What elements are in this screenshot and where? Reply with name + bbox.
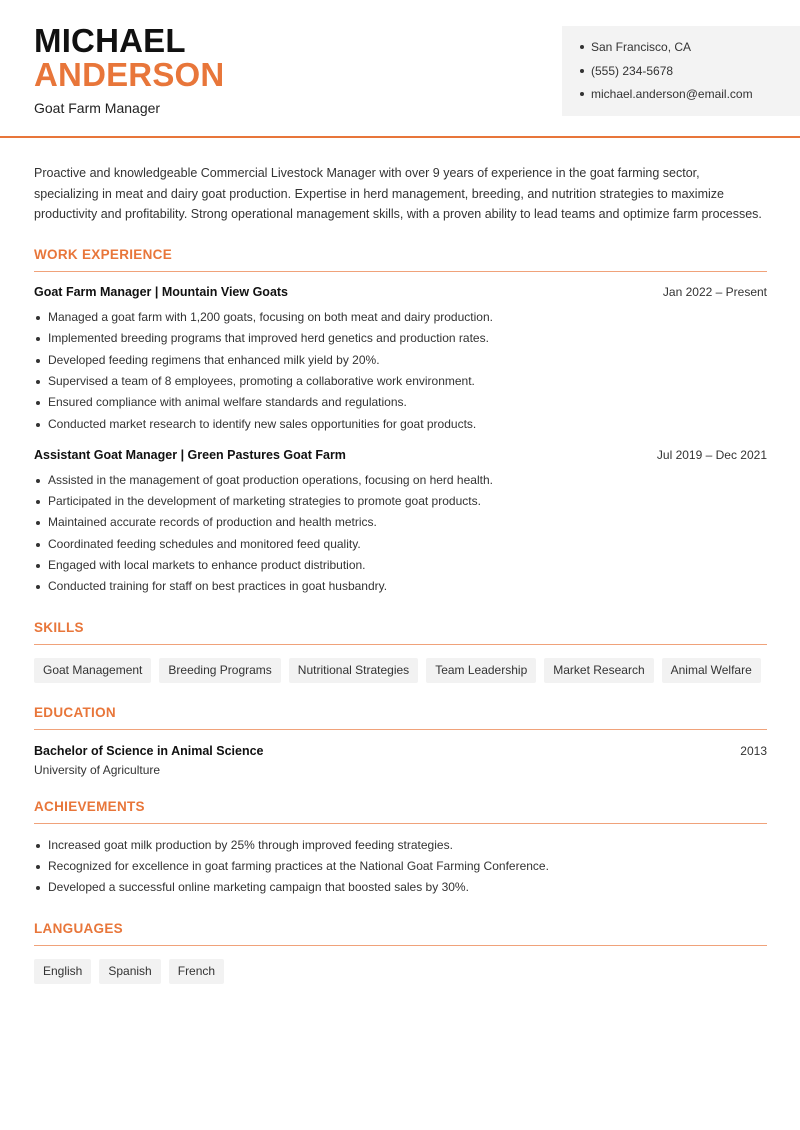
bullet-icon: [36, 337, 40, 341]
skill-tag: Market Research: [544, 658, 653, 683]
skill-tag: Goat Management: [34, 658, 151, 683]
contact-phone: (555) 234-5678: [580, 63, 800, 87]
job-title: Goat Farm Manager: [34, 100, 161, 116]
job-title-company: Goat Farm Manager | Mountain View Goats: [34, 285, 289, 300]
bullet-icon: [36, 844, 40, 848]
work-experience-heading: WORK EXPERIENCE: [34, 247, 767, 272]
bullet-icon: [580, 92, 584, 96]
list-item: Maintained accurate records of production and health metrics.: [34, 512, 767, 533]
job-header: [34, 448, 767, 462]
list-item: Ensured compliance with animal welfare standards and regulations.: [34, 392, 767, 413]
achievements-heading: ACHIEVEMENTS: [34, 799, 767, 824]
education-heading: EDUCATION: [34, 705, 767, 730]
bullet-icon: [36, 521, 40, 525]
job-bullets: [34, 307, 767, 435]
achievement-list: [34, 835, 767, 899]
summary-paragraph: Proactive and knowledgeable Commercial Livestock Manager with over 9 years of experience in the goat farming sector, specializing in meat and dairy goat production. Expertise in herd management, breeding, and nutrition strategies to maximize productivity and profitability. Strong operational management skills, with a proven ability to lead teams and optimize farm processes.: [34, 166, 762, 222]
list-item: Engaged with local markets to enhance product distribution.: [34, 555, 767, 576]
education-header: [34, 744, 767, 758]
list-item: Increased goat milk production by 25% through improved feeding strategies.: [34, 835, 767, 856]
skill-tag: Team Leadership: [426, 658, 536, 683]
list-item: Assisted in the management of goat production operations, focusing on herd health.: [34, 470, 767, 491]
bullet-icon: [36, 359, 40, 363]
bullet-icon: [36, 564, 40, 568]
degree: Bachelor of Science in Animal Science: [34, 743, 264, 758]
bullet-icon: [36, 500, 40, 504]
skills-heading: SKILLS: [34, 620, 767, 645]
resume-body: [34, 163, 767, 984]
list-item: Participated in the development of marketing strategies to promote goat products.: [34, 491, 767, 512]
bullet-icon: [580, 69, 584, 73]
bullet-icon: [36, 401, 40, 405]
list-item: Conducted training for staff on best practices in goat husbandry.: [34, 576, 767, 597]
job-header: [34, 285, 767, 299]
job-date: Jan 2022 – Present: [662, 285, 767, 300]
skills-tags: [34, 658, 767, 683]
bullet-icon: [36, 543, 40, 547]
language-tag: French: [169, 959, 224, 984]
job-title-company: Assistant Goat Manager | Green Pastures Goat Farm: [34, 447, 346, 462]
bullet-icon: [580, 45, 584, 49]
bullet-icon: [36, 585, 40, 589]
contact-email: michael.anderson@email.com: [580, 86, 800, 110]
school-name: University of Agriculture: [34, 762, 161, 777]
language-tag: English: [34, 959, 91, 984]
bullet-icon: [36, 886, 40, 890]
resume-header: [0, 0, 800, 138]
first-name: MICHAEL: [34, 22, 186, 59]
bullet-icon: [36, 423, 40, 427]
graduation-year: 2013: [740, 743, 767, 758]
skill-tag: Breeding Programs: [159, 658, 280, 683]
last-name: ANDERSON: [34, 56, 225, 93]
list-item: Implemented breeding programs that improved herd genetics and production rates.: [34, 328, 767, 349]
language-tags: [34, 959, 767, 984]
list-item: Developed a successful online marketing campaign that boosted sales by 30%.: [34, 877, 767, 898]
contact-location: San Francisco, CA: [580, 39, 800, 63]
skill-tag: Nutritional Strategies: [289, 658, 418, 683]
list-item: Developed feeding regimens that enhanced milk yield by 20%.: [34, 350, 767, 371]
job-date: Jul 2019 – Dec 2021: [656, 447, 767, 462]
list-item: Managed a goat farm with 1,200 goats, focusing on both meat and dairy production.: [34, 307, 767, 328]
bullet-icon: [36, 865, 40, 869]
language-tag: Spanish: [99, 959, 160, 984]
skill-tag: Animal Welfare: [662, 658, 761, 683]
list-item: Coordinated feeding schedules and monitored feed quality.: [34, 534, 767, 555]
list-item: Conducted market research to identify new sales opportunities for goat products.: [34, 414, 767, 435]
bullet-icon: [36, 316, 40, 320]
bullet-icon: [36, 380, 40, 384]
list-item: Supervised a team of 8 employees, promoting a collaborative work environment.: [34, 371, 767, 392]
languages-heading: LANGUAGES: [34, 921, 767, 946]
job-bullets: [34, 470, 767, 598]
contact-box: [562, 26, 800, 116]
bullet-icon: [36, 479, 40, 483]
list-item: Recognized for excellence in goat farming practices at the National Goat Farming Conference.: [34, 856, 767, 877]
candidate-name: [34, 24, 224, 92]
